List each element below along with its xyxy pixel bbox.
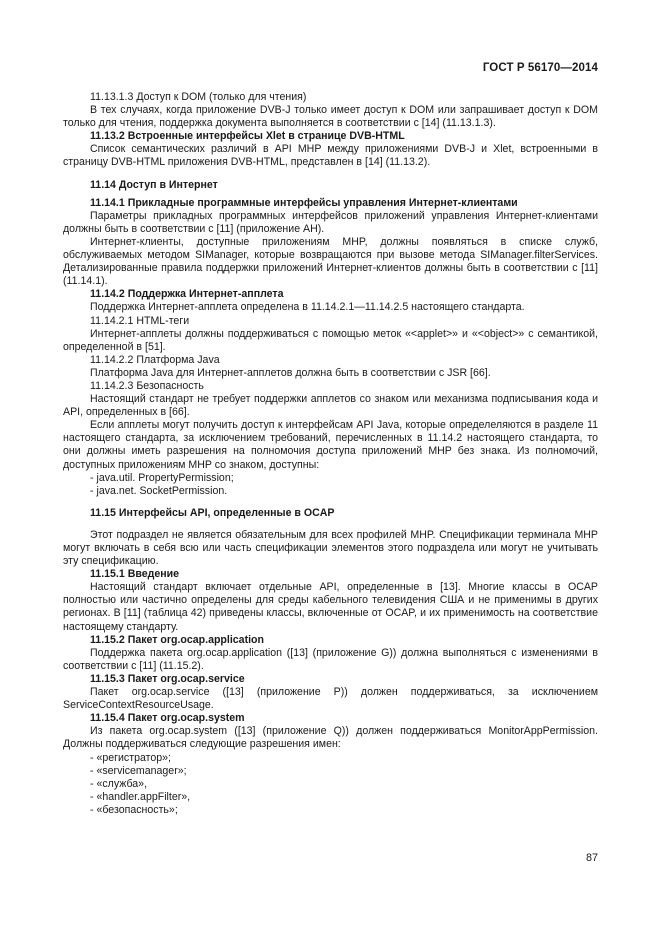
heading-11-13-2: 11.13.2 Встроенные интерфейсы Xlet в странице DVB-HTML	[90, 130, 405, 143]
heading-11-15-2: 11.15.2 Пакет org.ocap.application	[90, 633, 264, 646]
clause-11-14-2-3-title: 11.14.2.3 Безопасность	[90, 379, 204, 392]
list-item: - «handler.appFilter»,	[90, 790, 191, 803]
paragraph: В тех случаях, когда приложение DVB-J только имеет доступ к DOM или запрашивает доступ к DOM только для чтения, поддержка документа выполняется в соответствии с [14] (11.13.1.3).	[63, 104, 598, 130]
heading-11-14: 11.14 Доступ в Интернет	[90, 178, 218, 191]
heading-11-15-3: 11.15.3 Пакет org.ocap.service	[90, 672, 245, 685]
list-item: - «регистратор»;	[90, 751, 171, 764]
paragraph: Пакет org.ocap.service ([13] (приложение P)) должен поддерживаться, за исключением ServiceContextResourceUsage.	[63, 686, 598, 712]
paragraph: Настоящий стандарт не требует поддержки апплетов со знаком или механизма подписывания кода и API, определенных в [66].	[63, 393, 598, 419]
paragraph: Интернет-клиенты, доступные приложениям MHP, должны появляться в списке служб, обслуживаемых методом SIManager, которые возвращаются при вызове метода SIManager.filterServices. Детализированные правила поддержки приложений Интернет-клиентов должны быть в соответствии с [11] (11.14.1).	[63, 235, 598, 288]
list-item: - «безопасность»;	[90, 803, 178, 816]
paragraph: Параметры прикладных программных интерфейсов приложений управления Интернет-клиентами должны быть в соответствии с [11] (приложение AH).	[63, 209, 598, 235]
paragraph: Список семантических различий в API MHP между приложениями DVB-J и Xlet, встроенными в страницу DVB-HTML приложения DVB-HTML, представлен в [14] (11.13.2).	[63, 143, 598, 169]
page-number: 87	[585, 852, 598, 864]
heading-11-15-4: 11.15.4 Пакет org.ocap.system	[90, 712, 245, 725]
list-item: - «servicemanager»;	[90, 764, 187, 777]
paragraph: Из пакета org.ocap.system ([13] (приложение Q)) должен поддерживаться MonitorAppPermission. Должны поддерживаться следующие разрешения имен:	[63, 725, 598, 751]
document-header: ГОСТ Р 56170—2014	[482, 62, 598, 74]
clause-11-14-2-2-title: 11.14.2.2 Платформа Java	[90, 353, 220, 366]
paragraph: Если апплеты могут получить доступ к интерфейсам API Java, которые определеляются в разделе 11 настоящего стандарта, за исключением требований, перечисленных в 11.14.2 настоящего стандарта, то они должны иметь разрешения на полномочия доступа приложений MHP без знака. Из полномочий, доступных приложениям MHP со знаком, доступны:	[63, 419, 598, 471]
document-body	[63, 91, 598, 817]
heading-11-15-1: 11.15.1 Введение	[90, 568, 180, 581]
list-item: - java.util. PropertyPermission;	[90, 471, 234, 484]
paragraph: Интернет-апплеты должны поддерживаться с помощью меток «<applet>» и «<object>» с семантикой, определенной в [51].	[63, 327, 598, 353]
paragraph: Поддержка пакета org.ocap.application ([13] (приложение G)) должна выполняться с изменениями в соответствии с [11] (11.15.2).	[63, 646, 598, 672]
clause-11-14-2-1-title: 11.14.2.1 HTML-теги	[90, 314, 190, 327]
paragraph: Платформа Java для Интернет-апплетов должна быть в соответствии с JSR [66].	[90, 366, 491, 379]
heading-11-15: 11.15 Интерфейсы API, определенные в OCAP	[90, 506, 335, 519]
list-item: - java.net. SocketPermission.	[90, 484, 228, 497]
list-item: - «служба»,	[90, 777, 148, 790]
paragraph: Этот подраздел не является обязательным для всех профилей MHP. Спецификации терминала MHP могут включать в себя всю или часть спецификации элементов этого подраздела или могут не учитывать эту спецификацию.	[63, 528, 598, 568]
paragraph: Поддержка Интернет-апплета определена в 11.14.2.1—11.14.2.5 настоящего стандарта.	[90, 301, 525, 314]
heading-11-14-2: 11.14.2 Поддержка Интернет-апплета	[90, 288, 284, 301]
paragraph: Настоящий стандарт включает отдельные API, определенные в [13]. Многие классы в OCAP полностью или частично определены для среды кабельного телевидения США и не применимы в других регионах. В [11] (таблица 42) приведены классы, включенные от OCAP, и их применимость на соответствие настоящему стандарту.	[63, 581, 598, 633]
heading-11-14-1: 11.14.1 Прикладные программные интерфейсы управления Интернет-клиентами	[90, 196, 518, 209]
clause-11-13-1-3-title: 11.13.1.3 Доступ к DOM (только для чтения)	[90, 91, 307, 103]
